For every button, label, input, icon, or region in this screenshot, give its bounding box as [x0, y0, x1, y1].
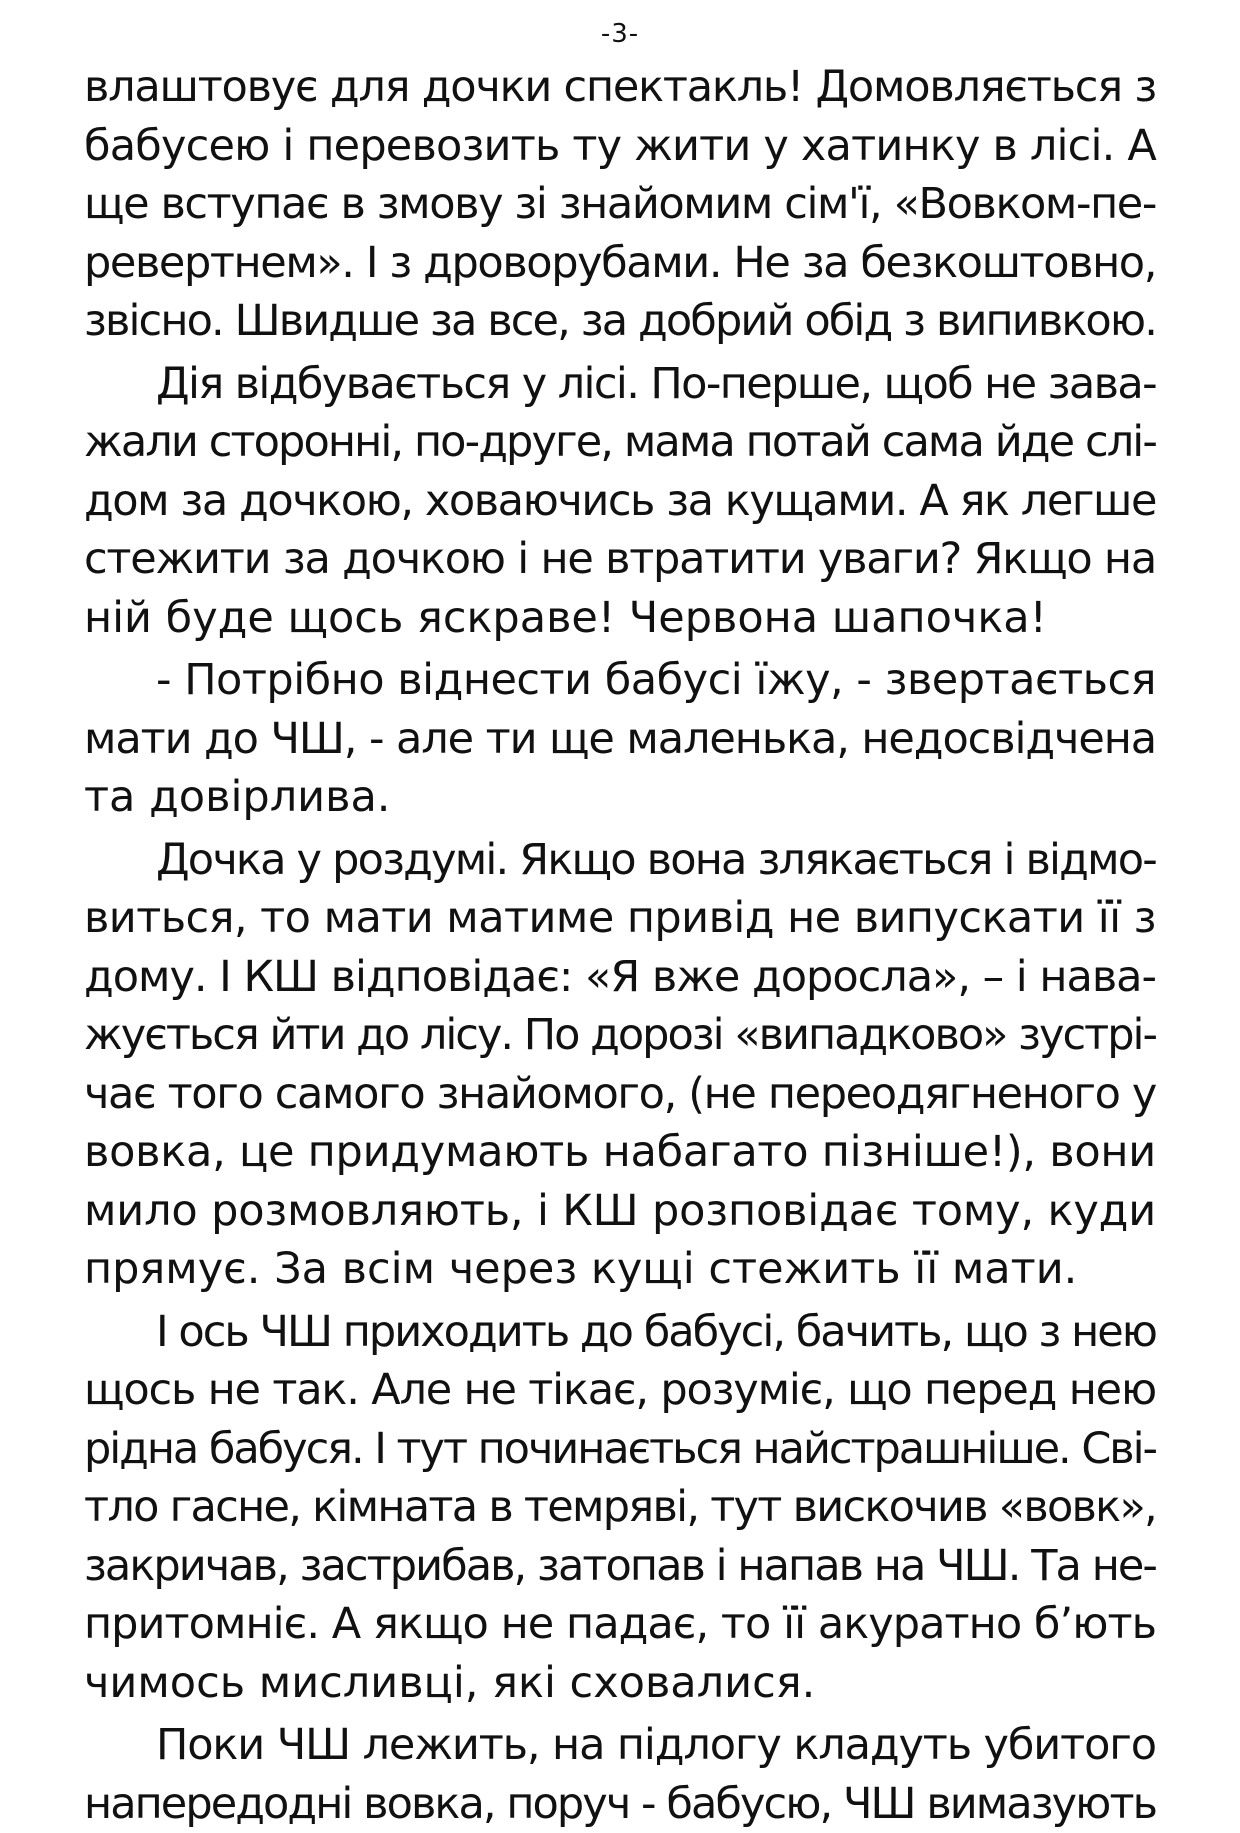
paragraph: [84, 58, 1156, 351]
text-line: Поки ЧШ лежить, на підлогу кладуть убитого: [84, 1716, 1156, 1775]
text-line: Дочка у роздумі. Якщо вона злякається і відмо-: [84, 831, 1156, 890]
paragraph: [84, 1303, 1156, 1713]
text-line: ще вступає в змову зі знайомим сім'ї, «Вовком-пе-: [84, 175, 1156, 234]
text-line: дому. І КШ відповідає: «Я вже доросла», – і нава-: [84, 948, 1156, 1007]
text-line: чимось мисливці, які сховалися.: [84, 1654, 1156, 1713]
text-line: жали сторонні, по-друге, мама потай сама йде слі-: [84, 413, 1156, 472]
text-line: прямує. За всім через кущі стежить її мати.: [84, 1240, 1156, 1299]
text-body: [84, 58, 1156, 1833]
text-line: І ось ЧШ приходить до бабусі, бачить, що з нею: [84, 1303, 1156, 1362]
text-line: притомніє. А якщо не падає, то її акуратно б’ють: [84, 1595, 1156, 1654]
text-line: рідна бабуся. І тут починається найстрашніше. Сві-: [84, 1420, 1156, 1479]
text-line: щось не так. Але не тікає, розуміє, що перед нею: [84, 1361, 1156, 1420]
text-line: закричав, застрибав, затопав і напав на ЧШ. Та не-: [84, 1537, 1156, 1596]
text-line: бабусею і перевозить ту жити у хатинку в лісі. А: [84, 117, 1156, 176]
paragraph: [84, 355, 1156, 648]
text-line: стежити за дочкою і не втратити уваги? Якщо на: [84, 530, 1156, 589]
text-line: тло гасне, кімната в темряві, тут вискочив «вовк»,: [84, 1478, 1156, 1537]
paragraph: [84, 831, 1156, 1299]
text-line: виться, то мати матиме привід не випускати її з: [84, 889, 1156, 948]
paragraph: [84, 1716, 1156, 1833]
text-line: вовка, це придумають набагато пізніше!), вони: [84, 1123, 1156, 1182]
page-number: -3-: [0, 16, 1240, 52]
text-line: ній буде щось яскраве! Червона шапочка!: [84, 589, 1156, 648]
text-line: чає того самого знайомого, (не переодягненого у: [84, 1065, 1156, 1124]
text-line: ревертнем». І з дроворубами. Не за безкоштовно,: [84, 234, 1156, 293]
text-line: - Потрібно віднести бабусі їжу, - звертається: [84, 651, 1156, 710]
text-line: мати до ЧШ, - але ти ще маленька, недосвідчена: [84, 710, 1156, 769]
text-line: звісно. Швидше за все, за добрий обід з випивкою.: [84, 292, 1156, 351]
paragraph: [84, 651, 1156, 827]
text-line: напередодні вовка, поруч - бабусю, ЧШ вимазують: [84, 1775, 1156, 1833]
text-line: дом за дочкою, ховаючись за кущами. А як легше: [84, 472, 1156, 531]
text-line: влаштовує для дочки спектакль! Домовляється з: [84, 58, 1156, 117]
text-line: жується йти до лісу. По дорозі «випадково» зустрі-: [84, 1006, 1156, 1065]
text-line: та довірлива.: [84, 768, 1156, 827]
text-line: Дія відбувається у лісі. По-перше, щоб не зава-: [84, 355, 1156, 414]
text-line: мило розмовляють, і КШ розповідає тому, куди: [84, 1182, 1156, 1241]
